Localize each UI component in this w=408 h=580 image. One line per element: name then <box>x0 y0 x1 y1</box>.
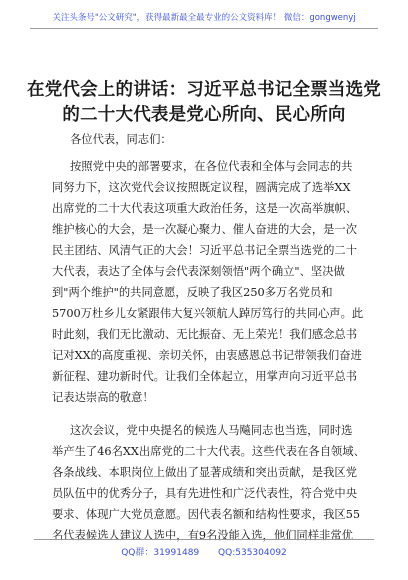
body-line: 要求、体现广大党员意愿。因代表名额和结构性要求，我区55 <box>52 508 361 521</box>
body-line: 按照党中央的部署要求，在各位代表和全体与会同志的共 <box>70 160 353 173</box>
salutation: 各位代表，同志们： <box>70 133 172 146</box>
body-line: 民主团结、风清气正的大会！习近平总书记全票当选党的二十 <box>52 244 358 257</box>
footer-qq-group: QQ群：31991489 <box>121 548 200 558</box>
body-line: 时此刻，我们无比激动、无比振奋、无上荣光！我们感念总书 <box>52 328 358 341</box>
footer-divider <box>34 539 374 540</box>
body-line: 到"两个维护"的共同意愿，反映了我区250多万名党员和 <box>52 286 333 299</box>
body-line: 新征程、建功新时代。让我们全体起立，用掌声向习近平总书 <box>52 370 358 383</box>
page-header <box>30 10 378 29</box>
document-title-line-2: 的二十大代表是党心所向、民心所向 <box>62 105 346 125</box>
body-line: 举产生了46名XX出席党的二十大代表。这些代表在各自领域、 <box>52 445 365 458</box>
body-line: 这次会议，党中央提名的候选人马飚同志也当选，同时选 <box>70 424 353 437</box>
body-line: 记表达崇高的敬意！ <box>52 391 154 404</box>
body-line: 各条战线、本职岗位上做出了显著成绩和突出贡献，是我区党 <box>52 466 358 479</box>
body-line: 5700万杜乡儿女紧跟伟大复兴领航人踔厉笃行的共同心声。此 <box>52 307 364 320</box>
footer-qq: QQ:535304092 <box>218 548 287 558</box>
body-line: 名代表候选人建议人选中，有9名没能入选，他们同样非常优 <box>52 529 353 542</box>
body-line: 维护核心的大会，是一次凝心聚力、催人奋进的大会，是一次 <box>52 223 358 236</box>
header-promo-text: 关注头条号"公文研究"，获得最新最全最专业的公文资料库！ 微信：gongwenyj <box>52 13 356 23</box>
body-line: 记对XX的高度重视、亲切关怀，由衷感恩总书记带领我们奋进 <box>52 349 362 362</box>
body-line: 同努力下，这次党代会议按照既定议程，圆满完成了选举XX <box>52 181 351 194</box>
body-line: 员队伍中的优秀分子，具有先进性和广泛代表性，符合党中央 <box>52 487 358 500</box>
body-line: 出席党的二十大代表这项重大政治任务，这是一次高举旗帜、 <box>52 202 358 215</box>
document-title-line-1: 在党代会上的讲话：习近平总书记全票当选党 <box>27 80 381 100</box>
body-line: 大代表，表达了全体与会代表深刻领悟"两个确立"、坚决做 <box>52 265 345 278</box>
page-footer <box>0 545 408 558</box>
